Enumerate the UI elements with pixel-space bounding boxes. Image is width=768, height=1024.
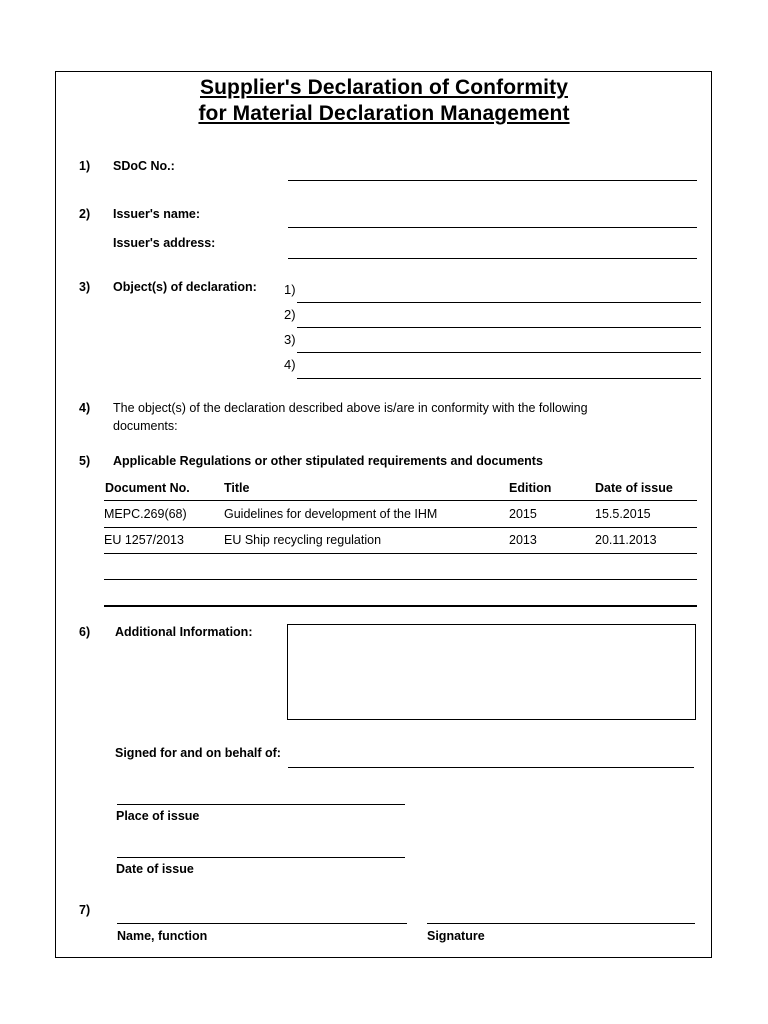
section-3-number: 3): [79, 280, 91, 294]
signature-label: Signature: [427, 929, 485, 943]
sdoc-no-field[interactable]: [288, 180, 697, 181]
row-2-edition: 2013: [509, 533, 537, 547]
col-header-edition: Edition: [509, 481, 552, 495]
section-5-number: 5): [79, 454, 91, 468]
place-of-issue-label: Place of issue: [116, 809, 200, 823]
section-6-number: 6): [79, 625, 91, 639]
object-item-3-label: 3): [284, 332, 296, 347]
row-2-document-no: EU 1257/2013: [104, 533, 184, 547]
issuer-name-label: Issuer's name:: [113, 207, 201, 221]
table-bottom-rule: [104, 605, 697, 607]
col-header-date-of-issue: Date of issue: [595, 481, 673, 495]
table-row-3-field[interactable]: [104, 579, 697, 580]
form-title-line1: Supplier's Declaration of Conformity: [200, 76, 568, 99]
issuer-name-field[interactable]: [288, 227, 697, 228]
section-4-number: 4): [79, 401, 91, 415]
signature-field[interactable]: [427, 923, 695, 924]
col-header-title: Title: [224, 481, 250, 495]
signed-on-behalf-field[interactable]: [288, 767, 694, 768]
place-of-issue-field[interactable]: [117, 804, 405, 805]
object-item-1-field[interactable]: [297, 302, 701, 303]
conformity-statement: The object(s) of the declaration described above is/are in conformity with the following documents:: [113, 401, 588, 433]
object-item-2-label: 2): [284, 307, 296, 322]
form-title-line2: for Material Declaration Management: [198, 102, 570, 125]
applicable-regulations-label: Applicable Regulations or other stipulated requirements and documents: [113, 454, 543, 468]
row-2-date: 20.11.2013: [595, 533, 657, 547]
col-header-document-no: Document No.: [105, 481, 190, 495]
object-item-3-field[interactable]: [297, 352, 701, 353]
section-2-number: 2): [79, 207, 91, 221]
signed-on-behalf-label: Signed for and on behalf of:: [115, 746, 281, 760]
additional-information-box[interactable]: [287, 624, 696, 720]
row-1-edition: 2015: [509, 507, 537, 521]
date-of-issue-field[interactable]: [117, 857, 405, 858]
object-item-2-field[interactable]: [297, 327, 701, 328]
name-function-label: Name, function: [117, 929, 208, 943]
object-item-4-label: 4): [284, 357, 296, 372]
issuer-address-field[interactable]: [288, 258, 697, 259]
name-function-field[interactable]: [117, 923, 407, 924]
section-1-number: 1): [79, 159, 91, 173]
object-item-4-field[interactable]: [297, 378, 701, 379]
issuer-address-label: Issuer's address:: [113, 236, 216, 250]
date-of-issue-label: Date of issue: [116, 862, 194, 876]
row-1-document-no: MEPC.269(68): [104, 507, 187, 521]
sdoc-no-label: SDoC No.:: [113, 159, 175, 173]
row-1-date: 15.5.2015: [595, 507, 651, 521]
row-1-title: Guidelines for development of the IHM: [224, 507, 438, 521]
object-item-1-label: 1): [284, 282, 296, 297]
row-2-title: EU Ship recycling regulation: [224, 533, 382, 547]
table-row-1-rule: [104, 527, 697, 528]
additional-information-label: Additional Information:: [115, 625, 253, 639]
table-header-rule: [104, 500, 697, 501]
section-7-number: 7): [79, 903, 91, 917]
objects-of-declaration-label: Object(s) of declaration:: [113, 280, 257, 294]
table-row-2-rule: [104, 553, 697, 554]
